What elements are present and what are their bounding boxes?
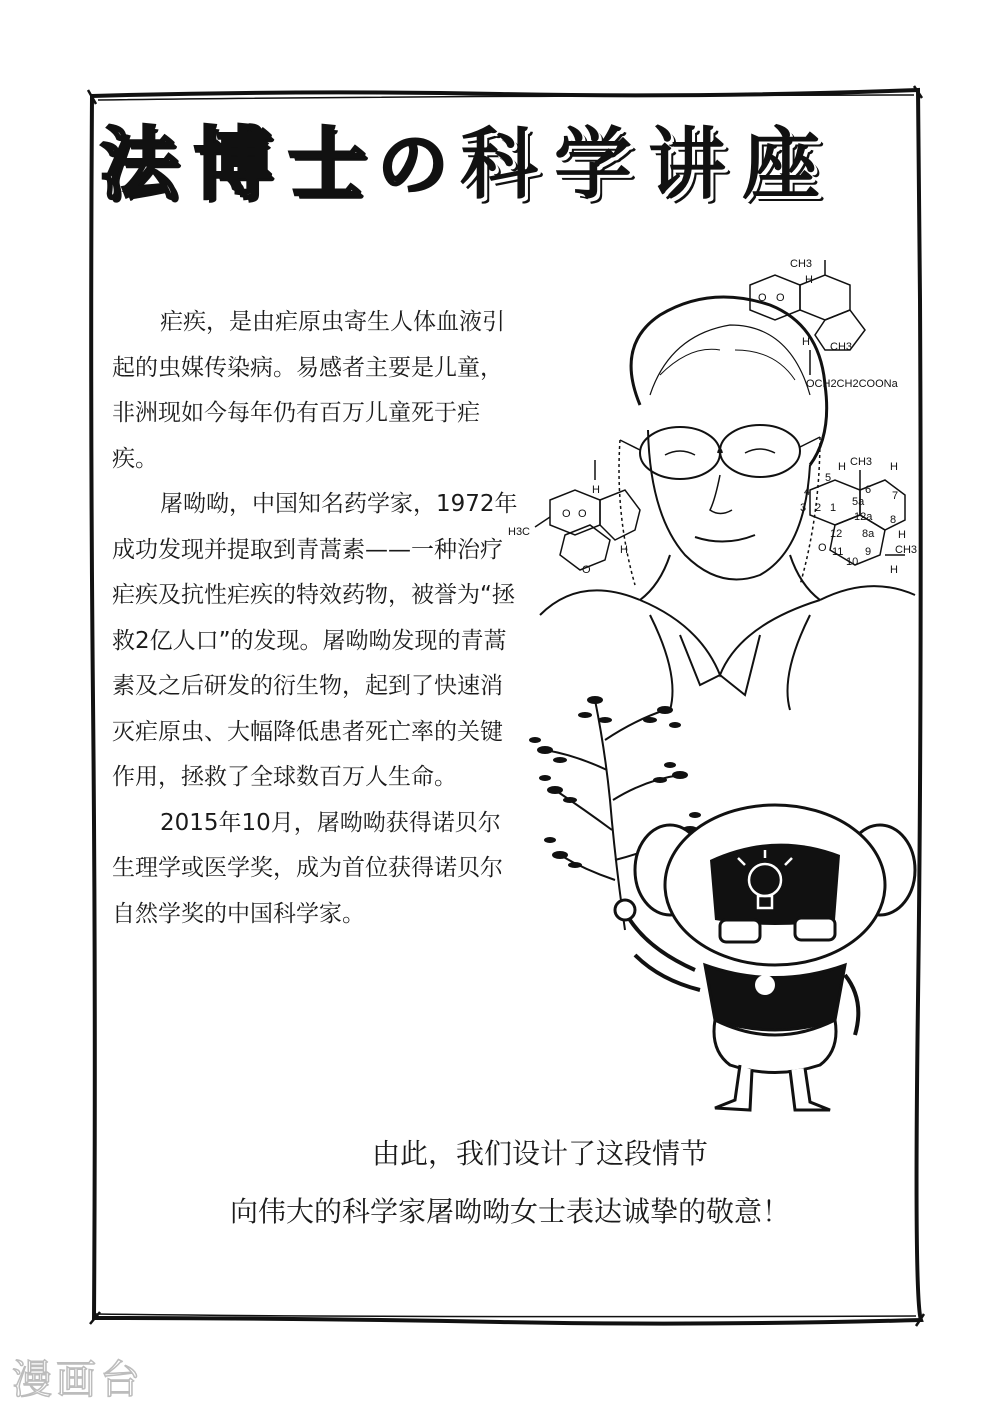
- dedication-line-1: 由此，我们设计了这段情节: [371, 1137, 708, 1170]
- paragraph-malaria: 疟疾，是由疟原虫寄生人体血液引起的虫媒传染病。易感者主要是儿童，非洲现如今每年仍有百万儿童死于疟疾。: [112, 309, 505, 472]
- title-part-1: 法博士: [100, 120, 383, 210]
- portrait-illustration: [508, 255, 920, 715]
- chem-right-num-11: 11: [832, 546, 844, 558]
- chem-right-o-label: O: [818, 542, 827, 554]
- chem-right-num-5a: 5a: [852, 496, 865, 508]
- title-part-2: 科学讲座: [460, 120, 837, 210]
- article-body: [112, 300, 522, 937]
- chem-right-h-right: H: [898, 529, 906, 541]
- chem-right-num-12a: 12a: [854, 511, 873, 523]
- chem-right-h-top: H: [890, 461, 898, 473]
- chem-upper-ch3-top: CH3: [790, 258, 813, 270]
- chem-right-num-2: 2: [815, 502, 822, 514]
- chem-right-num-4: 4: [804, 486, 811, 498]
- chem-upper-ch3-mid: CH3: [830, 341, 853, 353]
- chem-right-h-left: H: [838, 461, 846, 473]
- chem-right-num-10: 10: [846, 556, 859, 568]
- chem-right-num-9: 9: [865, 546, 872, 558]
- chem-left-o3: O: [582, 564, 591, 576]
- chem-left-o1: O: [562, 508, 571, 520]
- chem-right-ch3-top: CH3: [850, 456, 873, 468]
- chem-right-num-7: 7: [892, 490, 899, 502]
- chem-upper-o-right: O: [776, 292, 785, 304]
- chem-upper-h-top: H: [805, 274, 813, 286]
- chem-right-num-12: 12: [830, 528, 843, 540]
- chem-right-ch3-right: CH3: [895, 544, 918, 556]
- paragraph-tu-youyou: 屠呦呦，中国知名药学家，1972年成功发现并提取到青蒿素——一种治疗疟疾及抗性疟疾的特效药物，被誉为“拯救2亿人口”的发现。屠呦呦发现的青蒿素及之后研发的衍生物，起到了快速消灭疟原虫、大幅降低患者死亡率的关键作用，拯救了全球数百万人生命。: [112, 491, 518, 790]
- dedication-line-2: 向伟大的科学家屠呦呦女士表达诚挚的敬意！: [229, 1195, 790, 1228]
- chem-right-num-8: 8: [890, 514, 897, 526]
- robot-character-illustration: [600, 800, 930, 1120]
- chem-left-h3c: H3C: [508, 526, 531, 538]
- chem-right-num-8a: 8a: [862, 528, 875, 540]
- paragraph-nobel: 2015年10月，屠呦呦获得诺贝尔生理学或医学奖，成为首位获得诺贝尔自然学奖的中国科学家。: [112, 809, 503, 927]
- chem-left-h2: H: [620, 544, 628, 556]
- chem-upper-o-left: O: [758, 292, 767, 304]
- chem-right-num-5: 5: [825, 472, 832, 484]
- chem-left-h1: H: [592, 484, 600, 496]
- chem-right-num-6: 6: [865, 484, 872, 496]
- chem-right-h-bottom: H: [890, 564, 898, 576]
- dedication-text: [100, 1125, 920, 1241]
- chem-right-num-3: 3: [800, 502, 807, 514]
- chem-left-o2: O: [578, 508, 587, 520]
- title-connector: の: [378, 124, 449, 206]
- page-title: [100, 110, 920, 220]
- chem-upper-side-chain: OCH2CH2COONa: [806, 378, 898, 390]
- chem-right-num-1: 1: [830, 502, 837, 514]
- watermark-logo: 漫画台: [12, 1357, 144, 1403]
- chem-upper-h-mid: H: [802, 336, 810, 348]
